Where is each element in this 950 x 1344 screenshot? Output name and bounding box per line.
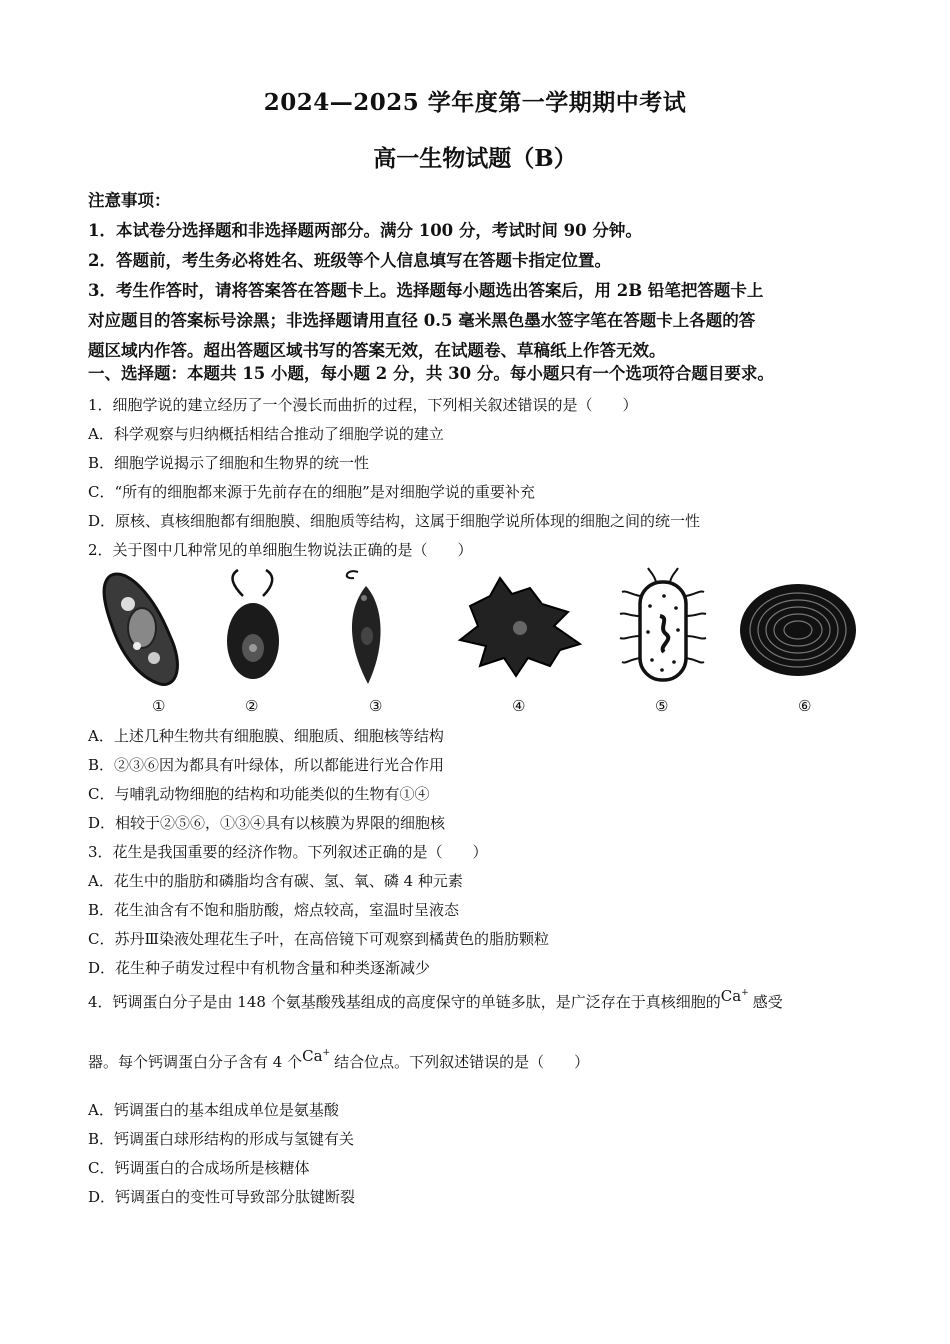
q3-option-d: D．花生种子萌发过程中有机物含量和种类逐渐减少	[88, 959, 431, 977]
q3-option-b: B．花生油含有不饱和脂肪酸，熔点较高，室温时呈液态	[88, 901, 460, 919]
q3-option-a: A．花生中的脂肪和磷脂均含有碳、氢、氧、磷 4 种元素	[88, 872, 463, 890]
q4-stem-text: 4．钙调蛋白分子是由 148 个氨基酸残基组成的高度保守的单链多肽，是广泛存在于真核细胞的	[88, 993, 721, 1011]
q1-option-a: A．科学观察与归纳概括相结合推动了细胞学说的建立	[88, 425, 444, 443]
exam-subtitle: 高一生物试题（B）	[373, 145, 577, 172]
q4-stem-text: 器。每个钙调蛋白分子含有 4 个	[88, 1053, 303, 1071]
exam-title: 2024—2025 学年度第一学期期中考试	[263, 89, 687, 116]
figure-label: ③	[369, 697, 383, 715]
q1-option-c: C．“所有的细胞都来源于先前存在的细胞”是对细胞学说的重要补充	[88, 483, 535, 501]
q2-option-d: D．相较于②⑤⑥，①③④具有以核膜为界限的细胞核	[88, 814, 446, 832]
q2-option-c: C．与哺乳动物细胞的结构和功能类似的生物有①④	[88, 785, 430, 803]
q1-stem: 1．细胞学说的建立经历了一个漫长而曲折的过程，下列相关叙述错误的是（ ）	[88, 396, 638, 414]
q4-option-a: A．钙调蛋白的基本组成单位是氨基酸	[88, 1101, 339, 1119]
q4-option-b: B．钙调蛋白球形结构的形成与氢键有关	[88, 1130, 355, 1148]
chlamydomonas-icon	[218, 566, 288, 690]
q4-stem-text: 感受	[752, 993, 783, 1011]
note-item: 2．答题前，考生务必将姓名、班级等个人信息填写在答题卡指定位置。	[88, 251, 611, 270]
figure-labels	[88, 697, 868, 719]
ca-charge: +	[741, 988, 749, 998]
ca-ion: Ca	[720, 987, 742, 1005]
amoeba-icon	[450, 566, 590, 690]
organism-figure	[88, 566, 868, 690]
cyanobacterium-icon	[738, 566, 858, 690]
euglena-icon	[336, 566, 396, 690]
note-item: 1．本试卷分选择题和非选择题两部分。满分 100 分，考试时间 90 分钟。	[88, 221, 642, 240]
paramecium-icon	[92, 566, 188, 690]
q1-option-b: B．细胞学说揭示了细胞和生物界的统一性	[88, 454, 370, 472]
q4-stem-line1	[88, 987, 868, 1015]
q4-stem-line2	[88, 1047, 868, 1075]
bacterium-icon	[618, 566, 708, 690]
notes-block	[88, 186, 868, 366]
note-item: 3．考生作答时，请将答案答在答题卡上。选择题每小题选出答案后，用 2B 铅笔把答题卡上	[88, 281, 764, 300]
notes-heading: 注意事项：	[88, 191, 171, 210]
ca-charge: +	[322, 1048, 331, 1058]
q3-option-c: C．苏丹Ⅲ染液处理花生子叶，在高倍镜下可观察到橘黄色的脂肪颗粒	[88, 930, 549, 948]
note-item: 对应题目的答案标号涂黑；非选择题请用直径 0.5 毫米黑色墨水签字笔在答题卡上各题的答	[88, 311, 756, 330]
figure-label: ④	[512, 697, 526, 715]
q1-option-d: D．原核、真核细胞都有细胞膜、细胞质等结构，这属于细胞学说所体现的细胞之间的统一性	[88, 512, 701, 530]
figure-label: ⑤	[655, 697, 669, 715]
q2-option-a: A．上述几种生物共有细胞膜、细胞质、细胞核等结构	[88, 727, 444, 745]
q4-option-c: C．钙调蛋白的合成场所是核糖体	[88, 1159, 310, 1177]
note-item: 题区域内作答。超出答题区域书写的答案无效，在试题卷、草稿纸上作答无效。	[88, 341, 666, 360]
figure-label: ①	[152, 697, 166, 715]
q4-option-d: D．钙调蛋白的变性可导致部分肽键断裂	[88, 1188, 356, 1206]
q4-stem-text: 结合位点。下列叙述错误的是（ ）	[334, 1053, 590, 1071]
ca-ion: Ca	[302, 1047, 323, 1065]
figure-label: ⑥	[798, 697, 812, 715]
q3-stem: 3．花生是我国重要的经济作物。下列叙述正确的是（ ）	[88, 843, 488, 861]
section-heading: 一、选择题：本题共 15 小题，每小题 2 分，共 30 分。每小题只有一个选项符合题目要求。	[88, 364, 774, 383]
figure-label: ②	[245, 697, 259, 715]
q2-option-b: B．②③⑥因为都具有叶绿体，所以都能进行光合作用	[88, 756, 445, 774]
q2-stem: 2．关于图中几种常见的单细胞生物说法正确的是（ ）	[88, 541, 473, 559]
